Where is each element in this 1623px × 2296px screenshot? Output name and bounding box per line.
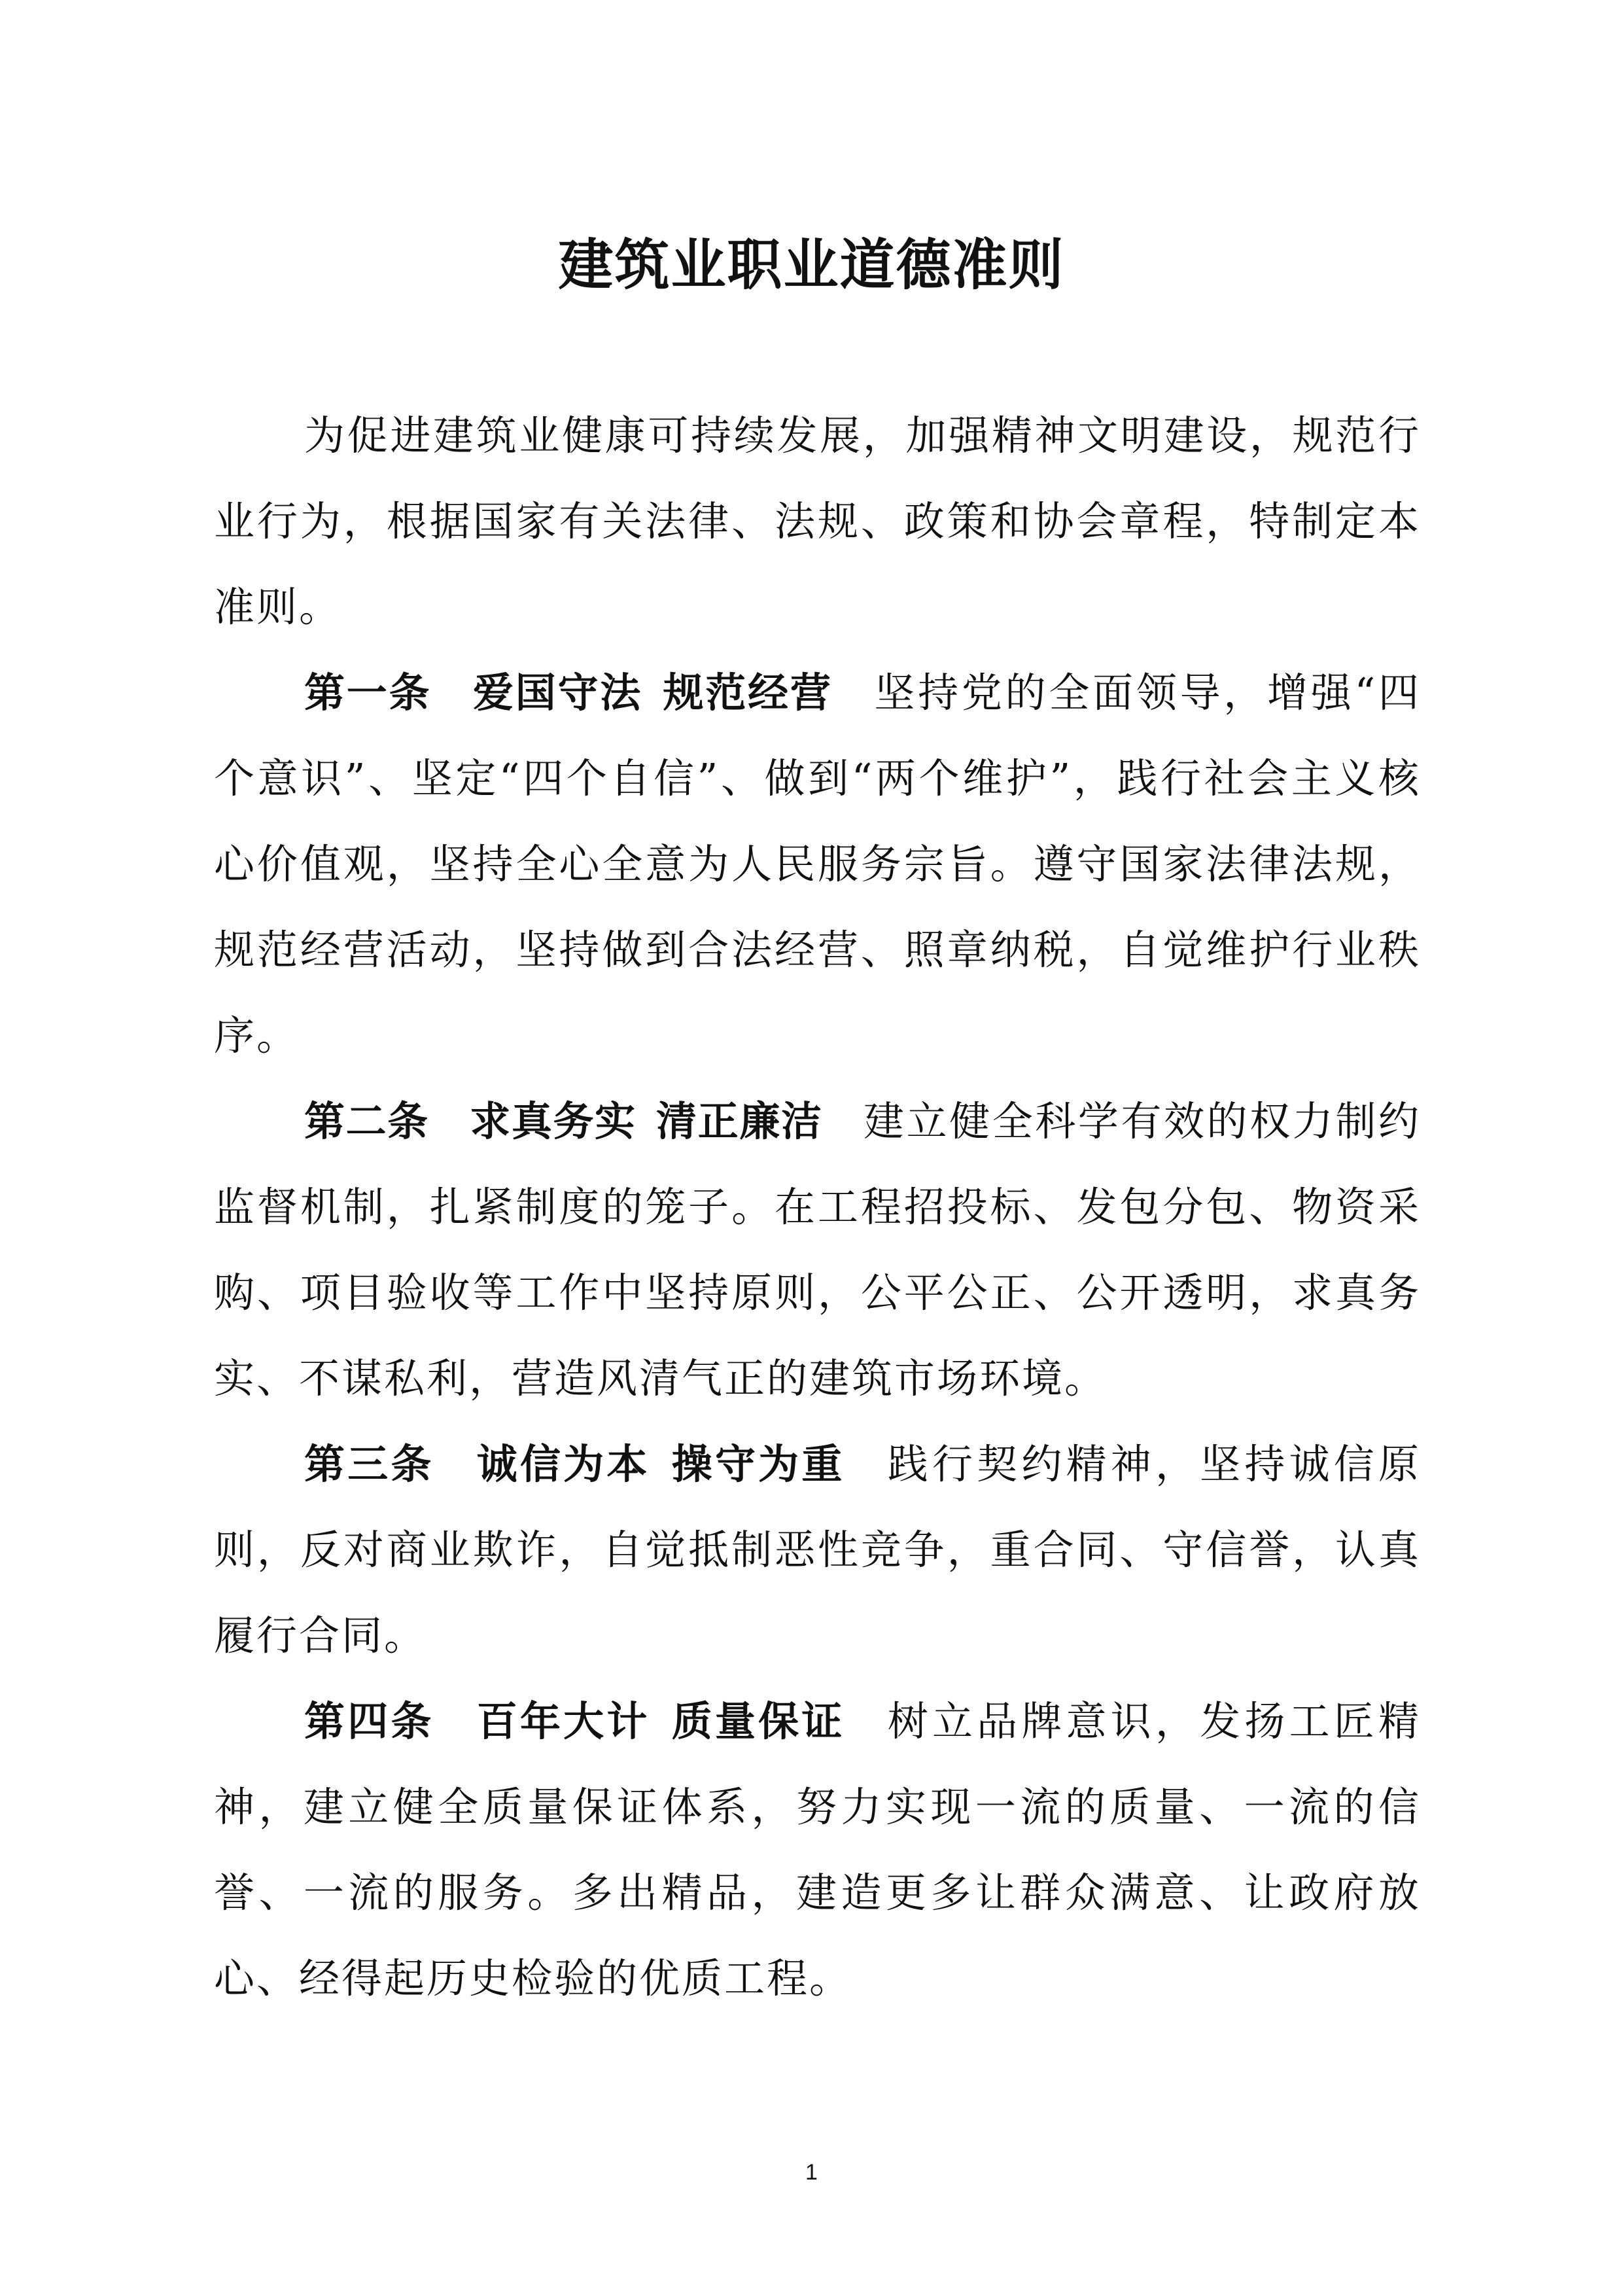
article-heading: 诚信为本 — [474, 1440, 650, 1488]
article-heading: 规范经营 — [661, 669, 833, 716]
article-paragraph — [214, 1421, 1421, 1678]
article-heading: 求真务实 — [469, 1097, 637, 1145]
article-paragraph — [214, 650, 1421, 1078]
article-heading: 爱国守法 — [472, 669, 642, 716]
article-paragraph — [214, 1078, 1421, 1421]
preamble-paragraph: 为促进建筑业健康可持续发展，加强精神文明建设，规范行业行为，根据国家有关法律、法规、政策和协会章程，特制定本准则。 — [214, 412, 1421, 631]
article-number: 第二条 — [304, 1097, 429, 1145]
article-number: 第一条 — [304, 669, 432, 716]
article-text: 坚持党的全面领导，增强“四个意识”、坚定“四个自信”、做到“两个维护”，践行社会主义核心价值观，坚持全心全意为人民服务宗旨。遵守国家法律法规，规范经营活动，坚持做到合法经营、照章纳税，自觉维护行业秩序。 — [214, 669, 1421, 1059]
article-text: 践行契约精神，坚持诚信原则，反对商业欺诈，自觉抵制恶性竞争，重合同、守信誉，认真履行合同。 — [214, 1440, 1421, 1659]
article-heading: 操守为重 — [669, 1440, 845, 1488]
article-number: 第四条 — [304, 1697, 434, 1745]
page-number: 1 — [805, 2160, 818, 2185]
article-text: 树立品牌意识，发扬工匠精神，建立健全质量保证体系，努力实现一流的质量、一流的信誉、一流的服务。多出精品，建造更多让群众满意、让政府放心、经得起历史检验的优质工程。 — [214, 1697, 1421, 2002]
article-text: 建立健全科学有效的权力制约监督机制，扎紧制度的笼子。在工程招投标、发包分包、物资采购、项目验收等工作中坚持原则，公平公正、公开透明，求真务实、不谋私利，营造风清气正的建筑市场环境。 — [214, 1097, 1421, 1402]
article-heading: 百年大计 — [474, 1697, 650, 1745]
document-body — [214, 393, 1421, 2021]
article-paragraph — [214, 1678, 1421, 2021]
document-title: 建筑业职业道德准则 — [558, 232, 1065, 297]
article-heading: 质量保证 — [669, 1697, 845, 1745]
article-number: 第三条 — [304, 1440, 434, 1488]
article-heading: 清正廉洁 — [655, 1097, 823, 1145]
